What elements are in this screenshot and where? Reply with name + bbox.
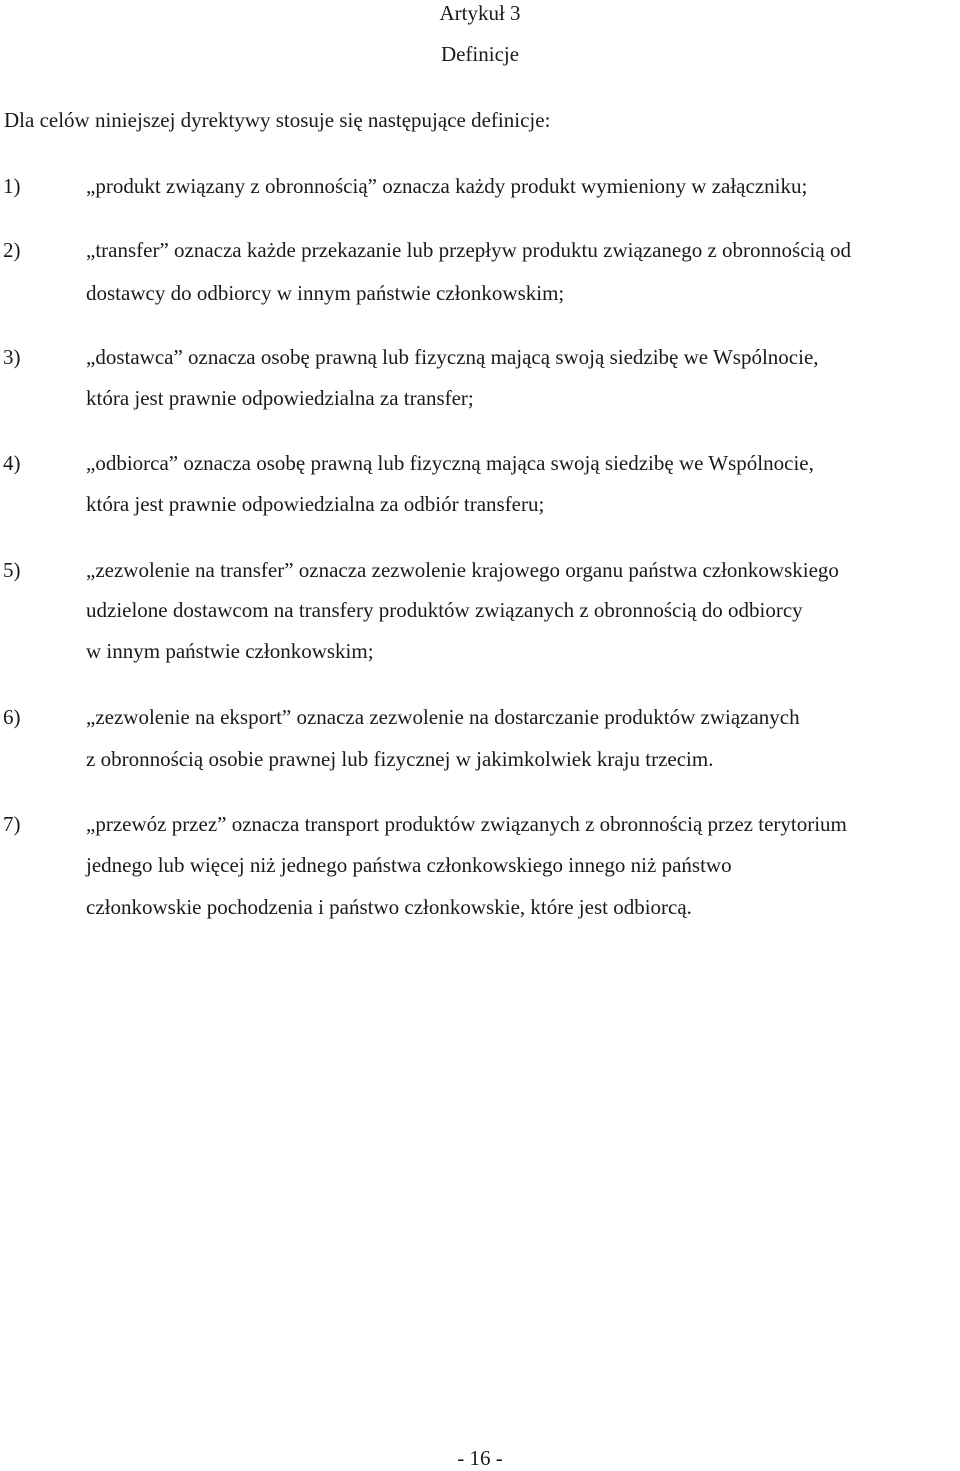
item-line: w innym państwie członkowskim; — [86, 639, 374, 663]
item-line: „przewóz przez” oznacza transport produktów związanych z obronnością przez terytorium — [86, 812, 847, 836]
item-number: 3) — [3, 345, 21, 369]
item-line: „produkt związany z obronnością” oznacza każdy produkt wymieniony w załączniku; — [86, 174, 808, 198]
item-line: „zezwolenie na eksport” oznacza zezwolenie na dostarczanie produktów związanych — [86, 705, 800, 729]
item-line: z obronnością osobie prawnej lub fizycznej w jakimkolwiek kraju trzecim. — [86, 747, 714, 771]
item-line: „dostawca” oznacza osobę prawną lub fizyczną mającą swoją siedzibę we Wspólnocie, — [86, 345, 819, 369]
item-number: 4) — [3, 451, 21, 475]
item-line: dostawcy do odbiorcy w innym państwie członkowskim; — [86, 281, 565, 305]
page-number: - 16 - — [457, 1446, 503, 1470]
article-heading: Artykuł 3 — [439, 1, 521, 25]
intro-paragraph: Dla celów niniejszej dyrektywy stosuje się następujące definicje: — [4, 108, 551, 132]
item-line: udzielone dostawcom na transfery produktów związanych z obronnością do odbiorcy — [86, 598, 803, 622]
item-number: 5) — [3, 558, 21, 582]
item-line: „odbiorca” oznacza osobę prawną lub fizyczną mająca swoją siedzibę we Wspólnocie, — [86, 451, 814, 475]
item-number: 7) — [3, 812, 21, 836]
item-line: jednego lub więcej niż jednego państwa członkowskiego innego niż państwo — [86, 853, 732, 877]
item-number: 6) — [3, 705, 21, 729]
item-line: która jest prawnie odpowiedzialna za odbiór transferu; — [86, 492, 545, 516]
section-title: Definicje — [440, 42, 520, 66]
item-number: 2) — [3, 238, 21, 262]
item-line: „transfer” oznacza każde przekazanie lub przepływ produktu związanego z obronnością od — [86, 238, 851, 262]
item-line: członkowskie pochodzenia i państwo członkowskie, które jest odbiorcą. — [86, 895, 692, 919]
item-number: 1) — [3, 174, 21, 198]
item-line: „zezwolenie na transfer” oznacza zezwolenie krajowego organu państwa członkowskiego — [86, 558, 839, 582]
item-line: która jest prawnie odpowiedzialna za transfer; — [86, 386, 474, 410]
